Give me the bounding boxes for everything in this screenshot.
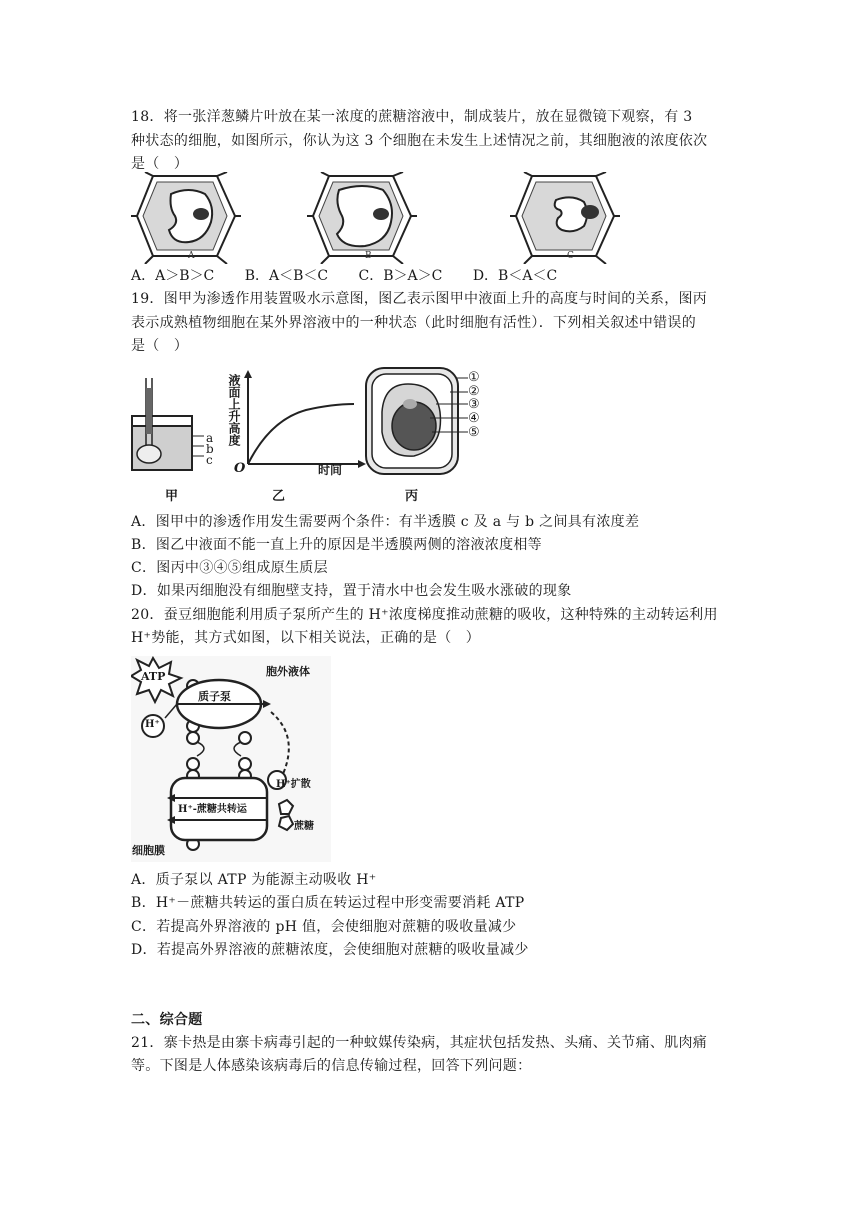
q18-option-c[interactable]: C．B＞A＞C: [358, 268, 443, 284]
q19-cell-mark-5: ⑤: [468, 425, 480, 440]
q18-option-d[interactable]: D．B＜A＜C: [472, 268, 558, 284]
q20-diffusion-label: H⁺扩散: [276, 779, 311, 790]
q19-y-axis-label: 液面上升高度: [227, 374, 241, 446]
q19-height-time-graph: [236, 370, 366, 474]
q19-option-c[interactable]: C．图丙中③④⑤组成原生质层: [131, 560, 328, 576]
q20-stem-line-1: 20．蚕豆细胞能利用质子泵所产生的 H⁺浓度梯度推动蔗糖的吸收，这种特殊的主动转运利用: [131, 607, 718, 623]
q18-cell-a-figure: [131, 172, 241, 264]
q20-atp-label: ATP: [141, 670, 166, 683]
q18-option-a[interactable]: A．A＞B＞C: [131, 268, 215, 284]
q21-stem-line-1: 21．寨卡热是由寨卡病毒引起的一种蚊媒传染病，其症状包括发热、头痛、关节痛、肌肉痛: [131, 1035, 708, 1051]
q18-cell-c-figure: [510, 172, 620, 264]
q18-stem-line-3: 是（ ）: [131, 156, 189, 172]
q19-option-a[interactable]: A．图甲中的渗透作用发生需要两个条件：有半透膜 c 及 a 与 b 之间具有浓度差: [131, 514, 640, 530]
q20-option-d[interactable]: D．若提高外界溶液的蔗糖浓度，会使细胞对蔗糖的吸收量减少: [131, 942, 529, 958]
q19-mark-a: a: [206, 431, 214, 445]
q20-cotransporter-label: H⁺-蔗糖共转运: [178, 804, 247, 815]
q19-stem-line-1: 19．图甲为渗透作用装置吸水示意图，图乙表示图甲中液面上升的高度与时间的关系，图丙: [131, 291, 708, 307]
q20-outside-label: 胞外液体: [266, 665, 310, 678]
q20-stem-line-2: H⁺势能，其方式如图，以下相关说法，正确的是（ ）: [131, 630, 481, 646]
q19-cell-mark-1: ①: [468, 370, 480, 385]
q18-option-b[interactable]: B．A＜B＜C: [244, 268, 329, 284]
q19-cell-mark-3: ③: [468, 397, 480, 412]
q19-label-bing: 丙: [405, 489, 419, 504]
q20-option-b[interactable]: B．H⁺－蔗糖共转运的蛋白质在转运过程中形变需要消耗 ATP: [131, 895, 525, 911]
q18-cell-a-label: A: [188, 251, 195, 261]
q19-option-d[interactable]: D．如果丙细胞没有细胞壁支持，置于清水中也会发生吸水涨破的现象: [131, 583, 572, 599]
q18-options: [131, 265, 583, 285]
q19-option-b[interactable]: B．图乙中液面不能一直上升的原因是半透膜两侧的溶液浓度相等: [131, 537, 542, 553]
q18-cell-c-label: C: [567, 251, 574, 261]
q19-plant-cell-figure: [360, 362, 470, 478]
q20-option-c[interactable]: C．若提高外界溶液的 pH 值，会使细胞对蔗糖的吸收量减少: [131, 919, 517, 935]
q19-mark-b: b: [206, 442, 214, 456]
q21-stem-line-2: 等。下图是人体感染该病毒后的信息传输过程，回答下列问题：: [131, 1058, 532, 1074]
q18-cell-b-label: B: [365, 251, 372, 261]
q20-h-ion-label: H⁺: [145, 719, 160, 730]
q20-sucrose-label: 蔗糖: [294, 821, 314, 832]
q18-stem-line-1: 18．将一张洋葱鳞片叶放在某一浓度的蔗糖溶液中，制成装片，放在显微镜下观察，有 3: [131, 109, 693, 125]
q19-label-yi: 乙: [272, 489, 286, 504]
q19-label-jia: 甲: [165, 489, 179, 504]
q20-membrane-label: 细胞膜: [132, 844, 165, 857]
q18-stem-line-2: 种状态的细胞，如图所示，你认为这 3 个细胞在未发生上述情况之前，其细胞液的浓度依次: [131, 133, 708, 149]
q19-origin-label: O: [234, 461, 246, 476]
q19-cell-mark-4: ④: [468, 411, 480, 426]
q19-stem-line-3: 是（ ）: [131, 338, 189, 354]
q19-cell-mark-2: ②: [468, 384, 480, 399]
section-2-heading: 二、综合题: [131, 1012, 203, 1028]
q20-pump-label: 质子泵: [198, 690, 231, 703]
q19-x-axis-label: 时间: [318, 463, 343, 477]
q19-stem-line-2: 表示成熟植物细胞在某外界溶液中的一种状态（此时细胞有活性）．下列相关叙述中错误的: [131, 315, 696, 331]
q20-option-a[interactable]: A．质子泵以 ATP 为能源主动吸收 H⁺: [131, 872, 377, 888]
q18-cell-b-figure: [307, 172, 417, 264]
q19-mark-c: c: [206, 453, 213, 467]
